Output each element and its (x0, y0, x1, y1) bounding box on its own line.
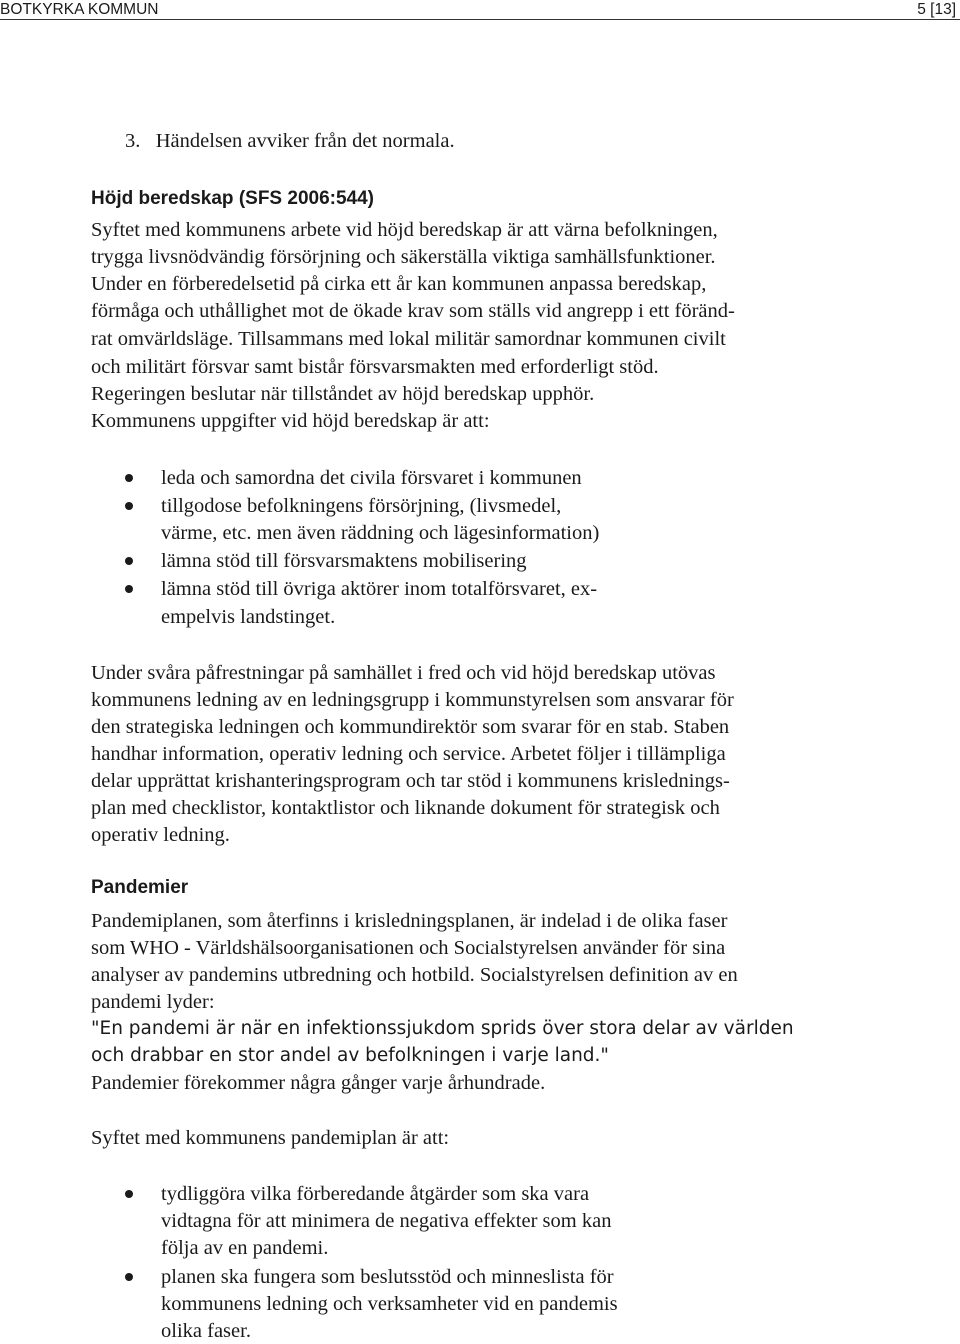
quote-line: "En pandemi är när en infektionssjukdom sprids över stora delar av världen (91, 1018, 794, 1039)
text-line: Kommunens uppgifter vid höjd beredskap är att: (91, 410, 490, 432)
text-line: handhar information, operativ ledning och service. Arbetet följer i tillämpliga (91, 743, 726, 765)
header-rule (0, 19, 960, 20)
bullet-text-continued: olika faser. (161, 1320, 251, 1342)
page-header (0, 0, 960, 24)
bullet-icon (125, 502, 133, 510)
bullet-text-continued: värme, etc. men även räddning och lägesinformation) (161, 522, 600, 544)
numbered-item: 3. Händelsen avviker från det normala. (125, 130, 455, 152)
page-number: 5 [13] (917, 1, 956, 18)
text-line: analyser av pandemins utbredning och hotbild. Socialstyrelsen definition av en (91, 964, 738, 986)
text-line: den strategiska ledningen och kommundirektör som svarar för en stab. Staben (91, 716, 730, 738)
text-line: och militärt försvar samt bistår försvarsmakten med erforderligt stöd. (91, 356, 659, 378)
bullet-text: leda och samordna det civila försvaret i kommunen (161, 467, 582, 489)
text-line: Syftet med kommunens arbete vid höjd beredskap är att värna befolkningen, (91, 219, 718, 241)
bullet-text: tydliggöra vilka förberedande åtgärder som ska vara (161, 1183, 590, 1205)
quote-line: och drabbar en stor andel av befolkningen i varje land." (91, 1045, 609, 1066)
text-line: Pandemier förekommer några gånger varje århundrade. (91, 1072, 546, 1094)
text-line: förmåga och uthållighet mot de ökade krav som ställs vid angrepp i ett föränd- (91, 300, 735, 322)
bullet-text-continued: följa av en pandemi. (161, 1237, 329, 1259)
bullet-icon (125, 1273, 133, 1281)
bullet-text: lämna stöd till försvarsmaktens mobilisering (161, 550, 527, 572)
text-line: Under svåra påfrestningar på samhället i fred och vid höjd beredskap utövas (91, 662, 716, 684)
bullet-text-continued: vidtagna för att minimera de negativa effekter som kan (161, 1210, 612, 1232)
text-line: Under en förberedelsetid på cirka ett år kan kommunen anpassa beredskap, (91, 273, 707, 295)
heading-pandemier: Pandemier (91, 877, 189, 898)
text-line: Pandemiplanen, som återfinns i krisledningsplanen, är indelad i de olika faser (91, 910, 728, 932)
text-line: som WHO - Världshälsoorganisationen och Socialstyrelsen använder för sina (91, 937, 726, 959)
org-name: BOTKYRKA KOMMUN (0, 1, 159, 18)
text-line: delar upprättat krishanteringsprogram och tar stöd i kommunens krislednings- (91, 770, 730, 792)
bullet-icon (125, 557, 133, 565)
text-line: rat omvärldsläge. Tillsammans med lokal militär samordnar kommunen civilt (91, 328, 726, 350)
bullet-text-continued: kommunens ledning och verksamheter vid en pandemis (161, 1293, 618, 1315)
text-line: Syftet med kommunens pandemiplan är att: (91, 1127, 450, 1149)
bullet-icon (125, 1190, 133, 1198)
text-line: kommunens ledning av en ledningsgrupp i kommunstyrelsen som ansvarar för (91, 689, 734, 711)
heading-hojd-beredskap: Höjd beredskap (SFS 2006:544) (91, 188, 374, 209)
text-line: operativ ledning. (91, 824, 230, 846)
bullet-text: tillgodose befolkningens försörjning, (livsmedel, (161, 495, 562, 517)
text-line: trygga livsnödvändig försörjning och säkerställa viktiga samhällsfunktioner. (91, 246, 716, 268)
bullet-text: planen ska fungera som beslutsstöd och minneslista för (161, 1266, 614, 1288)
text-line: Regeringen beslutar när tillståndet av höjd beredskap upphör. (91, 383, 595, 405)
text-line: pandemi lyder: (91, 991, 215, 1013)
bullet-text-continued: empelvis landstinget. (161, 606, 336, 628)
text-line: plan med checklistor, kontaktlistor och liknande dokument för strategisk och (91, 797, 720, 819)
bullet-icon (125, 474, 133, 482)
bullet-icon (125, 585, 133, 593)
bullet-text: lämna stöd till övriga aktörer inom totalförsvaret, ex- (161, 578, 598, 600)
